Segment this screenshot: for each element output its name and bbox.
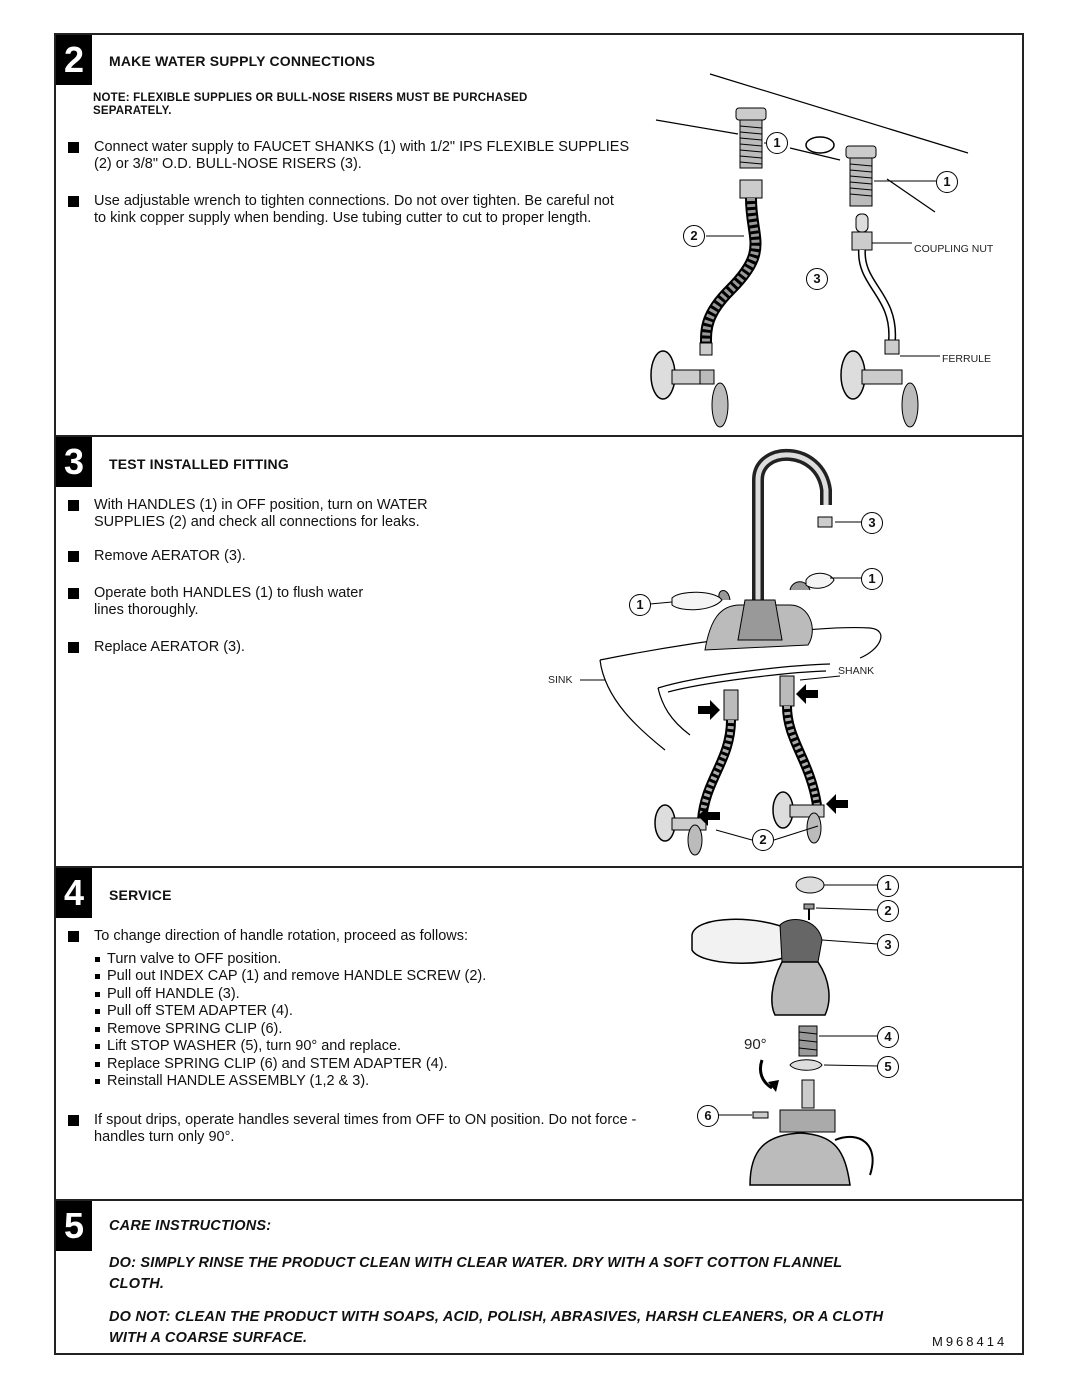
instruction-bullet: If spout drips, operate handles several times from OFF to ON position. Do not force - handles turn only 90°. — [68, 1112, 638, 1146]
service-step: Turn valve to OFF position. — [93, 951, 281, 968]
instruction-bullet: To change direction of handle rotation, proceed as follows: — [68, 928, 628, 945]
callout-2: 2 — [683, 225, 705, 247]
instruction-bullet: Remove AERATOR (3). — [68, 548, 488, 565]
care-dont-text: DO NOT: CLEAN THE PRODUCT WITH SOAPS, ACID, POLISH, ABRASIVES, HARSH CLEANERS, OR A CLOTH WITH A COARSE SURFACE. — [109, 1309, 884, 1346]
coupling-nut-label: COUPLING NUT — [914, 243, 994, 255]
callout-2: 2 — [877, 900, 899, 922]
step-number: 4 — [56, 868, 92, 918]
callout-2: 2 — [752, 829, 774, 851]
instruction-bullet: With HANDLES (1) in OFF position, turn on WATER SUPPLIES (2) and check all connections for leaks. — [68, 497, 488, 531]
instruction-bullet: Use adjustable wrench to tighten connections. Do not over tighten. Be careful not to kink copper supply when bending. Use tubing cutter to cut to proper length. — [68, 193, 628, 227]
section-note: NOTE: FLEXIBLE SUPPLIES OR BULL-NOSE RISERS MUST BE PURCHASED SEPARATELY. — [93, 92, 528, 117]
section-title: SERVICE — [109, 887, 172, 903]
callout-1: 1 — [766, 132, 788, 154]
callout-1: 1 — [877, 875, 899, 897]
rotation-90-label: 90° — [744, 1036, 767, 1053]
sink-label: SINK — [548, 674, 573, 686]
callout-1: 1 — [861, 568, 883, 590]
callout-3: 3 — [877, 934, 899, 956]
service-step: Remove SPRING CLIP (6). — [93, 1021, 282, 1038]
callout-6: 6 — [697, 1105, 719, 1127]
service-step: Lift STOP WASHER (5), turn 90° and replace. — [93, 1038, 401, 1055]
service-step: Reinstall HANDLE ASSEMBLY (1,2 & 3). — [93, 1073, 369, 1090]
callout-3: 3 — [806, 268, 828, 290]
step-number: 5 — [56, 1201, 92, 1251]
callout-3: 3 — [861, 512, 883, 534]
callout-4: 4 — [877, 1026, 899, 1048]
instruction-bullet: Operate both HANDLES (1) to flush water lines thoroughly. — [68, 585, 388, 619]
callout-1: 1 — [936, 171, 958, 193]
care-do-text: DO: SIMPLY RINSE THE PRODUCT CLEAN WITH CLEAR WATER. DRY WITH A SOFT COTTON FLANNEL CLOTH. — [109, 1255, 843, 1292]
section-title: CARE INSTRUCTIONS: — [109, 1218, 272, 1234]
service-step: Replace SPRING CLIP (6) and STEM ADAPTER (4). — [93, 1056, 448, 1073]
instruction-bullet: Connect water supply to FAUCET SHANKS (1) with 1/2" IPS FLEXIBLE SUPPLIES (2) or 3/8" O.D. BULL-NOSE RISERS (3). — [68, 139, 638, 173]
service-step: Pull off STEM ADAPTER (4). — [93, 1003, 293, 1020]
section-title: MAKE WATER SUPPLY CONNECTIONS — [109, 53, 376, 69]
part-number: M968414 — [932, 1334, 1008, 1349]
ferrule-label: FERRULE — [942, 353, 992, 365]
section-title: TEST INSTALLED FITTING — [109, 456, 289, 472]
instruction-bullet: Replace AERATOR (3). — [68, 639, 388, 656]
step-number: 3 — [56, 437, 92, 487]
callout-5: 5 — [877, 1056, 899, 1078]
shank-label: SHANK — [838, 665, 875, 677]
callout-1: 1 — [629, 594, 651, 616]
step-number: 2 — [56, 35, 92, 85]
service-step: Pull out INDEX CAP (1) and remove HANDLE SCREW (2). — [93, 968, 486, 985]
service-step: Pull off HANDLE (3). — [93, 986, 240, 1003]
